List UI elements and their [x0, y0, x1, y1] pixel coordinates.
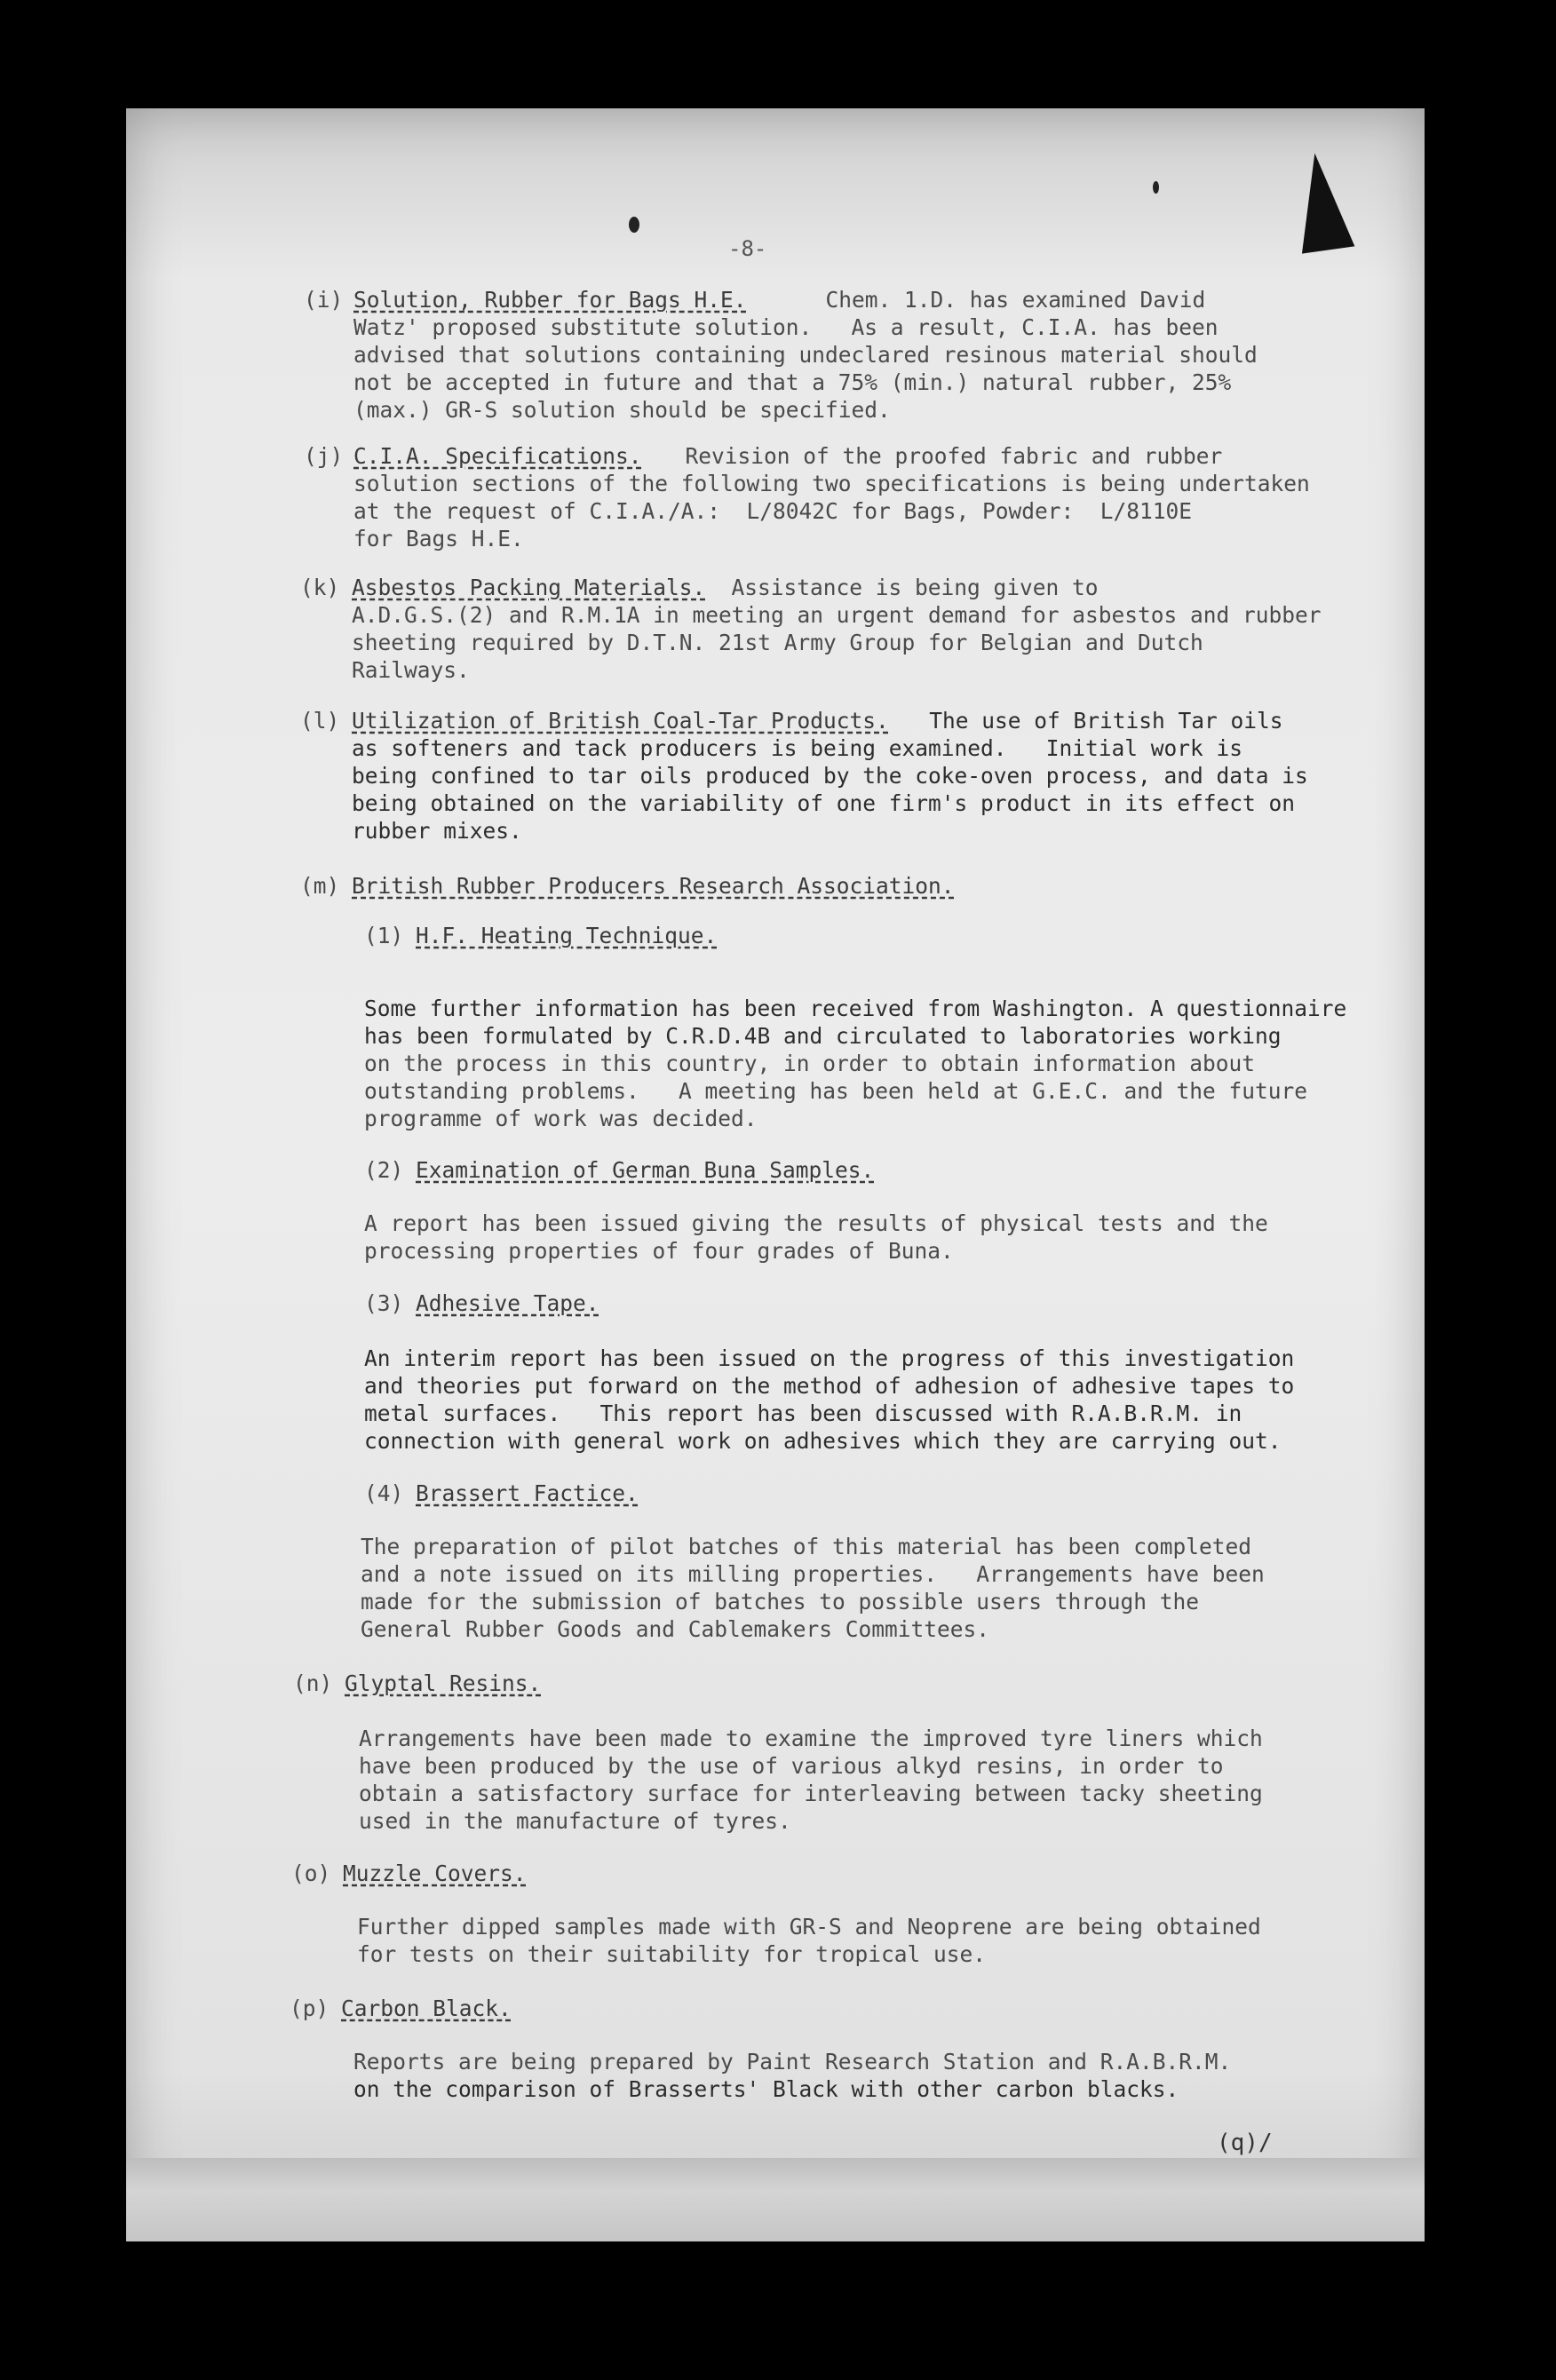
item-o-label: (o): [291, 1860, 331, 1886]
sub-1-line: Some further information has been received from Washington. A questionnaire: [364, 996, 1347, 1021]
catchword: (q)/: [1217, 2130, 1273, 2156]
sub-4-line: General Rubber Goods and Cablemakers Committees.: [361, 1616, 990, 1642]
ink-speck: [629, 217, 639, 233]
item-n-line: have been produced by the use of various alkyd resins, in order to: [359, 1753, 1224, 1779]
sub-1-line: has been formulated by C.R.D.4B and circulated to laboratories working: [364, 1023, 1282, 1049]
item-n-line: obtain a satisfactory surface for interleaving between tacky sheeting: [359, 1781, 1263, 1806]
sub-1-line: programme of work was decided.: [364, 1106, 758, 1131]
page-number: -8-: [728, 236, 767, 261]
item-o-line: Further dipped samples made with GR-S and Neoprene are being obtained: [357, 1914, 1261, 1940]
item-i-line: not be accepted in future and that a 75% (min.) natural rubber, 25%: [353, 369, 1232, 395]
item-l-line: The use of British Tar oils: [890, 708, 1283, 734]
item-i-line: Chem. 1.D. has examined David: [799, 287, 1206, 313]
sub-3-line: An interim report has been issued on the progress of this investigation: [364, 1345, 1295, 1371]
item-k-line: Railways.: [352, 657, 470, 683]
sub-2-label: (2): [364, 1157, 404, 1183]
item-o-line: for tests on their suitability for tropical use.: [357, 1941, 987, 1967]
item-p-line: on the comparison of Brasserts' Black with other carbon blacks.: [353, 2076, 1179, 2102]
sub-3-line: connection with general work on adhesives which they are carrying out.: [364, 1428, 1282, 1454]
item-k-line: sheeting required by D.T.N. 21st Army Group for Belgian and Dutch: [352, 630, 1203, 655]
item-j-line: at the request of C.I.A./A.: L/8042C for Bags, Powder: L/8110E: [353, 498, 1193, 524]
item-k-label: (k): [300, 575, 340, 600]
sub-1-heading: H.F. Heating Technique.: [416, 923, 718, 948]
item-i-line: (max.) GR-S solution should be specified.: [353, 397, 891, 423]
item-m-label: (m): [300, 873, 340, 899]
item-i-heading: Solution, Rubber for Bags H.E.: [353, 287, 747, 313]
item-l-line: being obtained on the variability of one firm's product in its effect on: [352, 790, 1296, 816]
sub-4-line: made for the submission of batches to possible users through the: [361, 1589, 1200, 1614]
item-n-line: used in the manufacture of tyres.: [359, 1808, 791, 1834]
document-page: [126, 108, 1425, 2241]
sub-4-heading: Brassert Factice.: [416, 1480, 639, 1506]
scan-bottom-band: [126, 2158, 1425, 2241]
item-m-heading: British Rubber Producers Research Association.: [352, 873, 955, 899]
sub-4-label: (4): [364, 1480, 404, 1506]
item-i-line: advised that solutions containing undeclared resinous material should: [353, 342, 1258, 368]
sub-4-line: and a note issued on its milling properties. Arrangements have been: [361, 1561, 1265, 1587]
item-p-label: (p): [290, 1995, 329, 2021]
sub-2-line: A report has been issued giving the results of physical tests and the: [364, 1210, 1268, 1236]
item-i-line: Watz' proposed substitute solution. As a result, C.I.A. has been: [353, 314, 1219, 340]
item-l-line: rubber mixes.: [352, 818, 522, 844]
sub-1-line: outstanding problems. A meeting has been held at G.E.C. and the future: [364, 1078, 1308, 1104]
item-k-heading: Asbestos Packing Materials.: [352, 575, 706, 600]
ink-blot-mark: [1289, 149, 1355, 253]
item-j-line: for Bags H.E.: [353, 526, 524, 551]
item-p-line: Reports are being prepared by Paint Research Station and R.A.B.R.M.: [353, 2049, 1232, 2075]
sub-4-line: The preparation of pilot batches of this material has been completed: [361, 1534, 1252, 1559]
item-n-heading: Glyptal Resins.: [345, 1670, 542, 1696]
sub-3-line: metal surfaces. This report has been discussed with R.A.B.R.M. in: [364, 1400, 1242, 1426]
sub-1-label: (1): [364, 923, 404, 948]
item-o-heading: Muzzle Covers.: [343, 1860, 527, 1886]
item-l-heading: Utilization of British Coal-Tar Products.: [352, 708, 889, 734]
sub-3-heading: Adhesive Tape.: [416, 1290, 599, 1316]
sub-2-heading: Examination of German Buna Samples.: [416, 1157, 875, 1183]
sub-2-line: processing properties of four grades of Buna.: [364, 1238, 954, 1264]
item-k-line: A.D.G.S.(2) and R.M.1A in meeting an urgent demand for asbestos and rubber: [352, 602, 1322, 628]
item-k-line: Assistance is being given to: [705, 575, 1099, 600]
sub-1-line: on the process in this country, in order to obtain information about: [364, 1051, 1256, 1076]
item-p-heading: Carbon Black.: [341, 1995, 512, 2021]
item-l-label: (l): [300, 708, 340, 734]
item-j-heading: C.I.A. Specifications.: [353, 443, 642, 469]
item-l-line: being confined to tar oils produced by the coke-oven process, and data is: [352, 763, 1308, 789]
ink-speck: [1153, 181, 1159, 194]
item-n-label: (n): [293, 1670, 333, 1696]
item-j-line: solution sections of the following two specifications is being undertaken: [353, 471, 1310, 496]
item-n-line: Arrangements have been made to examine the improved tyre liners which: [359, 1726, 1263, 1751]
sub-3-label: (3): [364, 1290, 404, 1316]
sub-3-line: and theories put forward on the method of adhesion of adhesive tapes to: [364, 1373, 1295, 1399]
item-i-label: (i): [304, 287, 344, 313]
item-j-label: (j): [304, 443, 344, 469]
item-j-line: Revision of the proofed fabric and rubber: [659, 443, 1223, 469]
item-l-line: as softeners and tack producers is being examined. Initial work is: [352, 735, 1243, 761]
